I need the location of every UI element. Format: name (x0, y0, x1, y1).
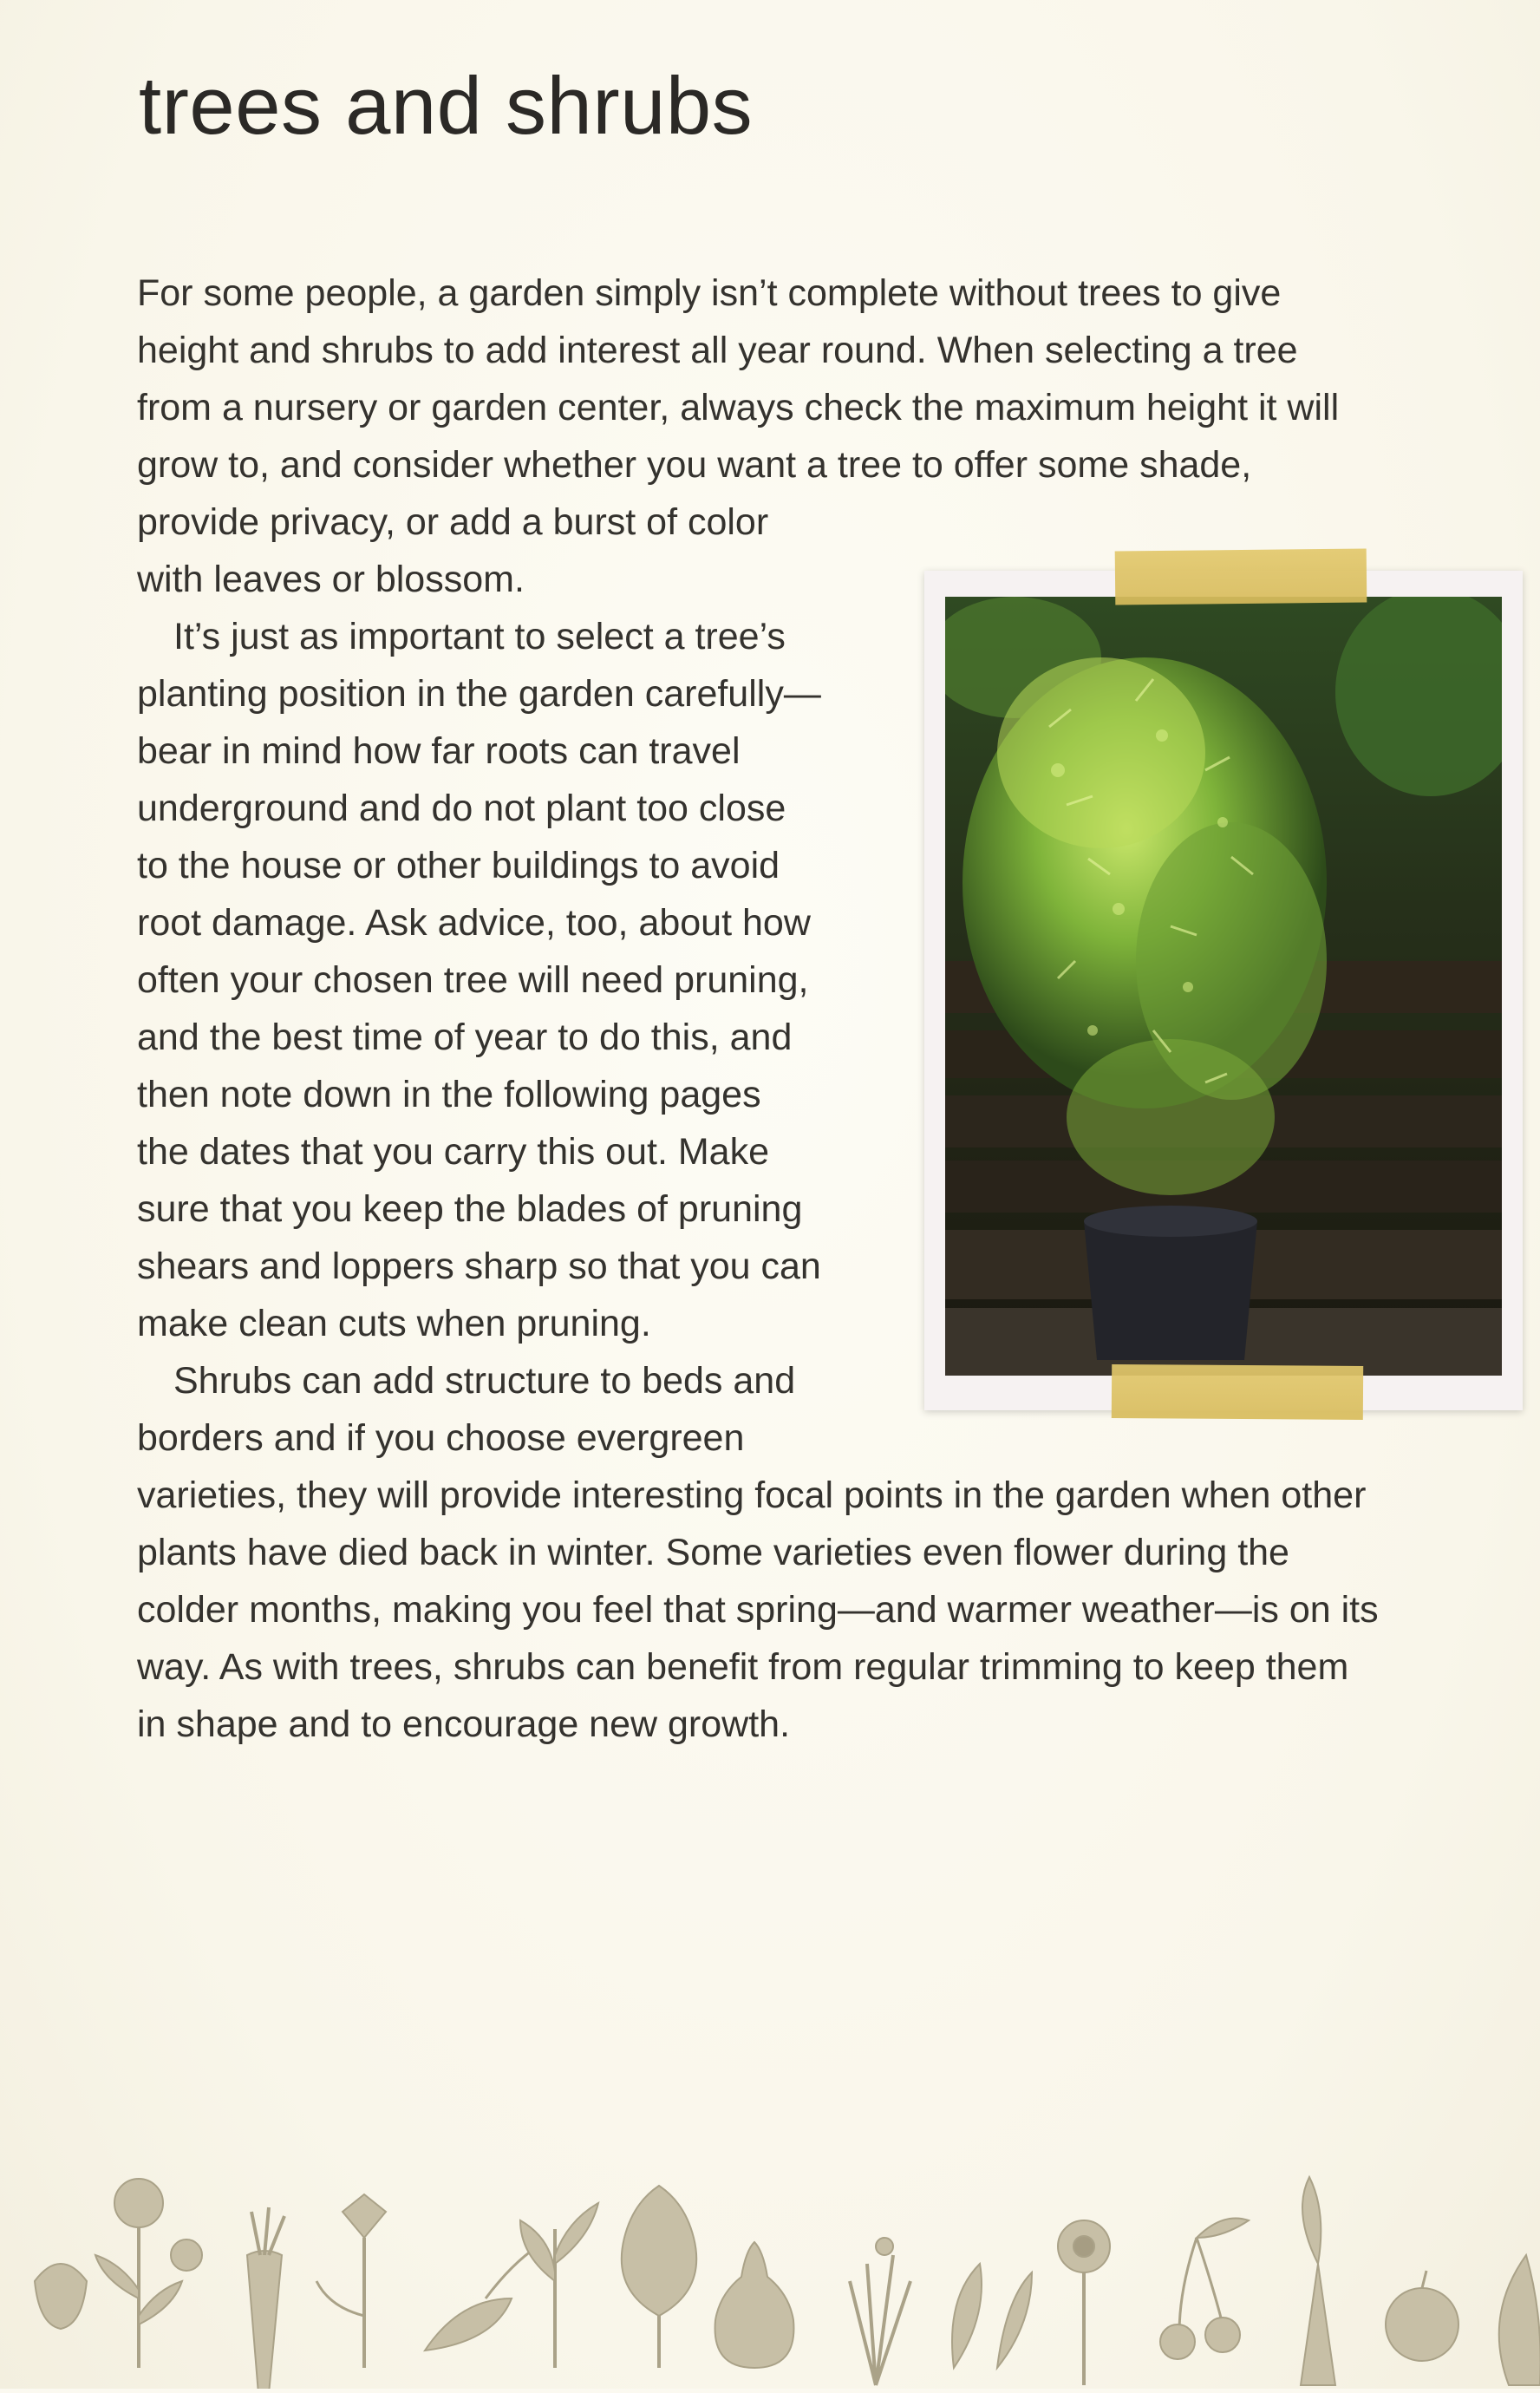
text-line: height and shrubs to add interest all year round. When selecting a tree (137, 330, 1298, 371)
text-line: borders and if you choose evergreen (137, 1417, 745, 1459)
botanical-illustration-border (0, 2108, 1540, 2389)
text-line: planting position in the garden carefully— (137, 673, 821, 715)
masking-tape (1112, 1364, 1363, 1420)
text-line: with leaves or blossom. (137, 559, 525, 600)
text-line: to the house or other buildings to avoid (137, 845, 780, 886)
text-line: For some people, a garden simply isn’t complete without trees to give (137, 272, 1282, 314)
text-line: root damage. Ask advice, too, about how (137, 902, 811, 944)
text-line: and the best time of year to do this, and (137, 1017, 793, 1058)
text-line: in shape and to encourage new growth. (137, 1703, 791, 1745)
text-line: grow to, and consider whether you want a tree to offer some shade, (137, 444, 1252, 486)
text-line: make clean cuts when pruning. (137, 1303, 651, 1344)
text-line: from a nursery or garden center, always check the maximum height it will (137, 387, 1340, 428)
text-line: the dates that you carry this out. Make (137, 1131, 769, 1173)
text-line: varieties, they will provide interesting focal points in the garden when other (137, 1474, 1367, 1516)
text-line: Shrubs can add structure to beds and (173, 1360, 796, 1402)
page-title: trees and shrubs (139, 60, 754, 151)
text-line: then note down in the following pages (137, 1074, 761, 1115)
text-line: bear in mind how far roots can travel (137, 730, 741, 772)
text-line: underground and do not plant too close (137, 788, 786, 829)
text-line: shears and loppers sharp so that you can (137, 1246, 821, 1287)
masking-tape (1115, 548, 1367, 605)
text-line: It’s just as important to select a tree’s (173, 616, 786, 657)
text-line: way. As with trees, shrubs can benefit from regular trimming to keep them (137, 1646, 1349, 1688)
text-line: often your chosen tree will need pruning, (137, 959, 809, 1001)
text-line: colder months, making you feel that spring—and warmer weather—is on its (137, 1589, 1379, 1631)
text-line: plants have died back in winter. Some varieties even flower during the (137, 1532, 1289, 1573)
potted-japanese-maple-photo (945, 597, 1502, 1376)
text-line: provide privacy, or add a burst of color (137, 501, 769, 543)
taped-photo (924, 571, 1523, 1410)
text-line: sure that you keep the blades of pruning (137, 1188, 803, 1230)
